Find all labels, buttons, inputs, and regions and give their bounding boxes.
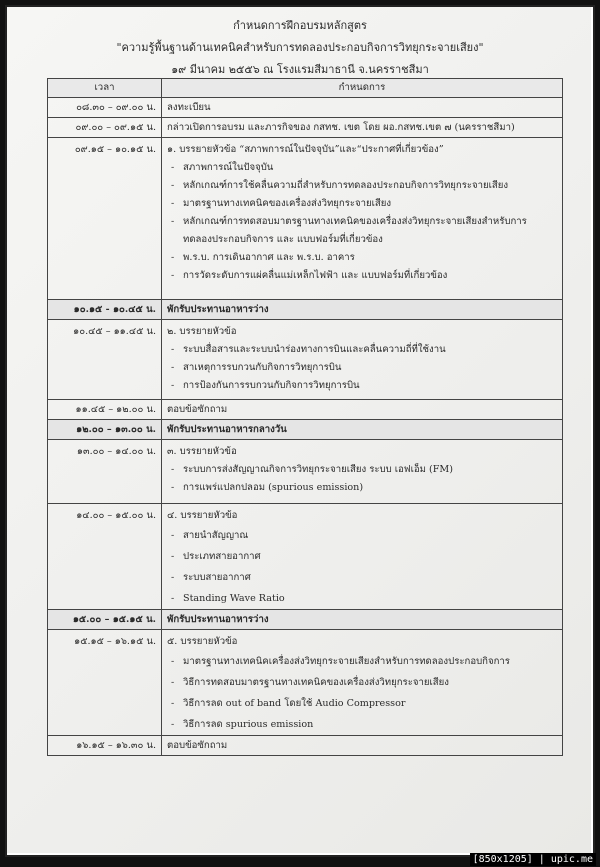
topic-item: - สภาพการณ์ในปัจจุบัน [167, 159, 557, 177]
time-cell: ๑๐.๑๕ - ๑๐.๔๕ น. [48, 300, 162, 320]
topic-item: - ระบบการส่งสัญญาณกิจการวิทยุกระจายเสียง ระบบ เอฟเอ็ม (FM) [167, 461, 557, 479]
topic-item: - การแพร่แปลกปลอม (spurious emission) [167, 479, 557, 497]
topic-list [167, 159, 557, 231]
topic-list [167, 525, 557, 609]
agenda-cell: ตอบข้อซักถาม [162, 736, 563, 756]
time-cell: ๑๖.๑๕ – ๑๖.๓๐ น. [48, 736, 162, 756]
table-row [48, 320, 563, 400]
agenda-cell [162, 630, 563, 736]
agenda-cell [162, 504, 563, 610]
table-header-row [48, 79, 563, 98]
date-venue: ๑๙ มีนาคม ๒๕๕๖ ณ โรงแรมสีมาธานี จ.นครราชสีมา [171, 63, 429, 76]
time-cell: ๐๘.๓๐ – ๐๙.๐๐ น. [48, 98, 162, 118]
topic-list [167, 461, 557, 497]
agenda-cell: กล่าวเปิดการอบรม และภารกิจของ กสทช. เขต โดย ผอ.กสทช.เขต ๗ (นครราชสีมา) [162, 118, 563, 138]
topic-item: - มาตรฐานทางเทคนิคเครื่องส่งวิทยุกระจายเสียงสำหรับการทดลองประกอบกิจการ [167, 651, 557, 672]
document-title: กำหนดการฝึกอบรมหลักสูตร [233, 19, 367, 32]
session-heading: ๑. บรรยายหัวข้อ “สภาพการณ์ในปัจจุบัน”และ“ประกาศที่เกี่ยวข้อง” [167, 144, 444, 155]
session-heading: ๕. บรรยายหัวข้อ [167, 636, 238, 647]
time-cell: ๐๙.๑๕ – ๑๐.๑๕ น. [48, 138, 162, 300]
table-row [48, 736, 563, 756]
schedule-table [47, 78, 563, 756]
agenda-cell: ลงทะเบียน [162, 98, 563, 118]
agenda-cell [162, 138, 563, 300]
agenda-column-header: กำหนดการ [162, 79, 563, 98]
topic-list [167, 651, 557, 735]
table-row [48, 400, 563, 420]
time-cell: ๑๒.๐๐ – ๑๓.๐๐ น. [48, 420, 162, 440]
session-heading: ๔. บรรยายหัวข้อ [167, 510, 238, 521]
agenda-cell: พักรับประทานอาหารกลางวัน [162, 420, 563, 440]
topic-item: - วิธีการลด spurious emission [167, 714, 557, 735]
time-cell: ๑๐.๔๕ – ๑๑.๔๕ น. [48, 320, 162, 400]
table-row [48, 420, 563, 440]
time-column-header: เวลา [48, 79, 162, 98]
topic-item: - หลักเกณฑ์การทดสอบมาตรฐานทางเทคนิคของเครื่องส่งวิทยุกระจายเสียงสำหรับการ [167, 213, 557, 231]
time-cell: ๑๕.๐๐ – ๑๕.๑๕ น. [48, 610, 162, 630]
topic-list [167, 249, 557, 285]
table-row [48, 630, 563, 736]
time-cell: ๐๙.๐๐ – ๐๙.๑๕ น. [48, 118, 162, 138]
topic-item: - หลักเกณฑ์การใช้คลื่นความถี่สำหรับการทดลองประกอบกิจการวิทยุกระจายเสียง [167, 177, 557, 195]
time-cell: ๑๓.๐๐ – ๑๔.๐๐ น. [48, 440, 162, 504]
table-row [48, 300, 563, 320]
topic-list [167, 341, 557, 395]
topic-item: - สายนำสัญญาณ [167, 525, 557, 546]
table-row [48, 138, 563, 300]
agenda-cell: พักรับประทานอาหารว่าง [162, 610, 563, 630]
topic-item: - Standing Wave Ratio [167, 588, 557, 609]
topic-item: - ประเภทสายอากาศ [167, 546, 557, 567]
topic-item: - วิธีการทดสอบมาตรฐานทางเทคนิคของเครื่องส่งวิทยุกระจายเสียง [167, 672, 557, 693]
topic-item: - การวัดระดับการแผ่คลื่นแม่เหล็กไฟฟ้า และ แบบฟอร์มที่เกี่ยวข้อง [167, 267, 557, 285]
topic-item: - ระบบสายอากาศ [167, 567, 557, 588]
session-heading: ๓. บรรยายหัวข้อ [167, 446, 237, 457]
time-cell: ๑๕.๑๕ – ๑๖.๑๕ น. [48, 630, 162, 736]
agenda-cell: พักรับประทานอาหารว่าง [162, 300, 563, 320]
table-row [48, 98, 563, 118]
topic-item: - สาเหตุการรบกวนกับกิจการวิทยุการบิน [167, 359, 557, 377]
topic-item: - ระบบสื่อสารและระบบนำร่องทางการบินและคลื่นความถี่ที่ใช้งาน [167, 341, 557, 359]
table-row [48, 504, 563, 610]
document-subtitle: "ความรู้พื้นฐานด้านเทคนิคสำหรับการทดลองประกอบกิจการวิทยุกระจายเสียง" [116, 41, 484, 54]
topic-item: - การป้องกันการรบกวนกับกิจการวิทยุการบิน [167, 377, 557, 395]
agenda-cell [162, 440, 563, 504]
watermark-label: [850x1205] | upic.me [470, 853, 596, 866]
agenda-cell [162, 320, 563, 400]
time-cell: ๑๔.๐๐ – ๑๕.๐๐ น. [48, 504, 162, 610]
table-row [48, 610, 563, 630]
topic-item: - มาตรฐานทางเทคนิคของเครื่องส่งวิทยุกระจายเสียง [167, 195, 557, 213]
topic-item: - วิธีการลด out of band โดยใช้ Audio Compressor [167, 693, 557, 714]
table-row [48, 118, 563, 138]
session-heading: ๒. บรรยายหัวข้อ [167, 326, 237, 337]
topic-continuation: ทดลองประกอบกิจการ และ แบบฟอร์มที่เกี่ยวข้อง [183, 234, 383, 245]
time-cell: ๑๑.๔๕ – ๑๒.๐๐ น. [48, 400, 162, 420]
table-row [48, 440, 563, 504]
agenda-cell: ตอบข้อซักถาม [162, 400, 563, 420]
topic-item: - พ.ร.บ. การเดินอากาศ และ พ.ร.บ. อาคาร [167, 249, 557, 267]
